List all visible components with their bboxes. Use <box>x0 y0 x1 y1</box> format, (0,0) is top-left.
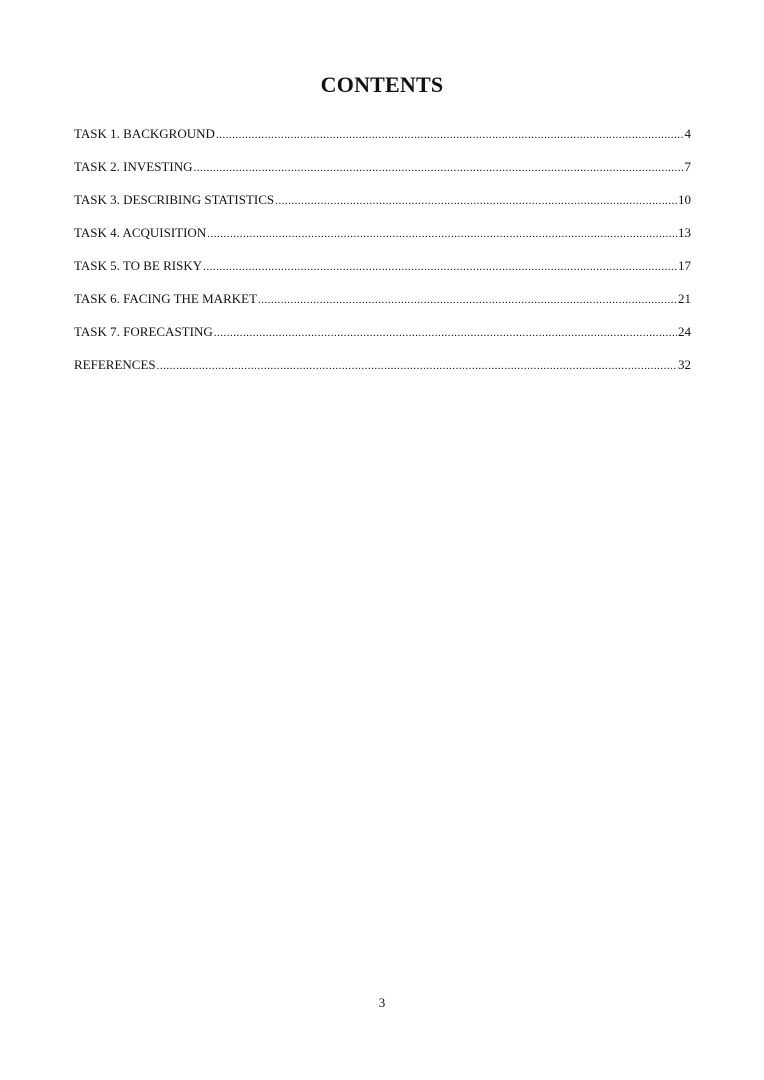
toc-entry-references[interactable] <box>74 355 691 388</box>
toc-entry-label: TASK 5. TO BE RISKY <box>74 258 203 273</box>
toc-entry-task-6[interactable] <box>74 289 691 322</box>
toc-entry-page: 4 <box>684 126 691 141</box>
page-number: 3 <box>378 995 386 1010</box>
dot-leader <box>157 356 677 376</box>
toc-entry-page: 24 <box>678 324 691 339</box>
dot-leader <box>207 224 677 244</box>
toc-entry-task-5[interactable] <box>74 256 691 289</box>
toc-entry-label: TASK 3. DESCRIBING STATISTICS <box>74 192 275 207</box>
toc-entry-page: 21 <box>678 291 691 306</box>
toc-entry-task-4[interactable] <box>74 223 691 256</box>
dot-leader <box>193 158 683 178</box>
dot-leader <box>275 191 677 211</box>
toc-entry-label: TASK 1. BACKGROUND <box>74 126 215 141</box>
toc-entry-task-1[interactable] <box>74 124 691 157</box>
toc-entry-page: 17 <box>678 258 691 273</box>
toc-entry-page: 32 <box>678 357 691 372</box>
toc-entry-label: TASK 2. INVESTING <box>74 159 193 174</box>
dot-leader <box>216 125 684 145</box>
toc-entry-page: 10 <box>678 192 691 207</box>
dot-leader <box>214 323 677 343</box>
dot-leader <box>203 257 677 277</box>
dot-leader <box>258 290 677 310</box>
toc-entry-label: TASK 4. ACQUISITION <box>74 225 207 240</box>
toc-entry-task-7[interactable] <box>74 322 691 355</box>
toc-entry-task-3[interactable] <box>74 190 691 223</box>
toc-entry-page: 7 <box>684 159 691 174</box>
toc-entry-task-2[interactable] <box>74 157 691 190</box>
toc-entry-label: TASK 7. FORECASTING <box>74 324 213 339</box>
toc-entry-page: 13 <box>678 225 691 240</box>
table-of-contents <box>74 124 691 388</box>
toc-entry-label: TASK 6. FACING THE MARKET <box>74 291 258 306</box>
page-title: CONTENTS <box>320 72 444 97</box>
toc-entry-label: REFERENCES <box>74 357 156 372</box>
